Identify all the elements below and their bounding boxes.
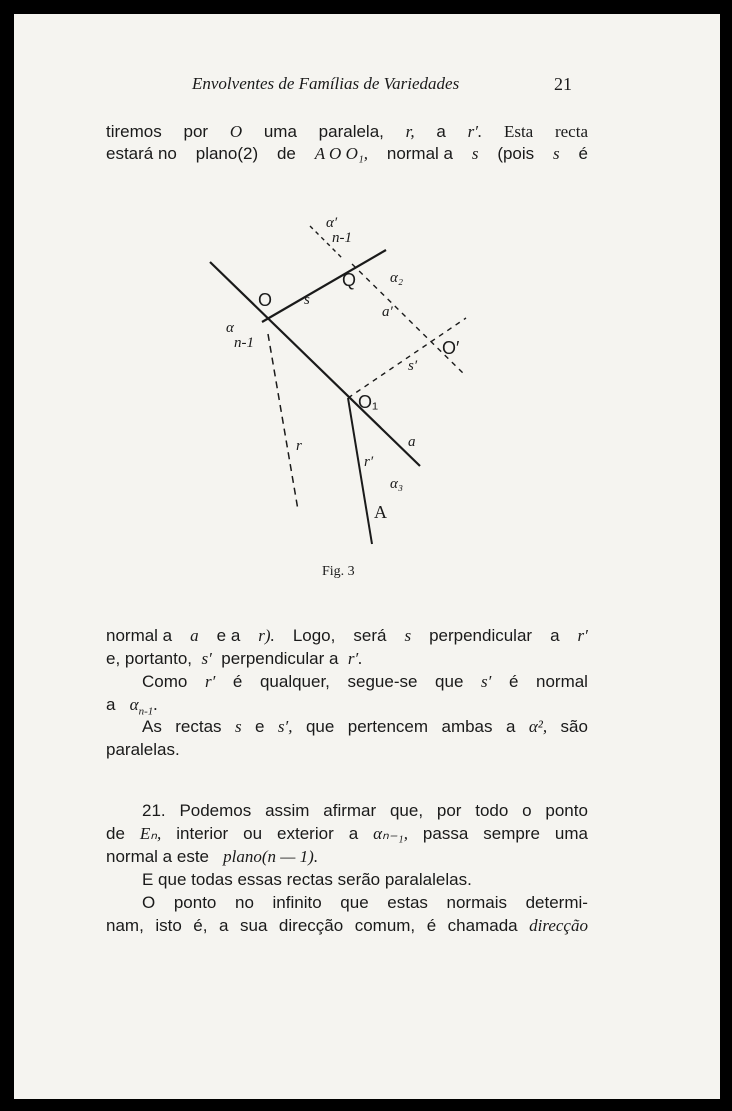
label-O: O [258, 290, 273, 310]
para2-line1: normal a a e a r). Logo, será s perpendicular a r′ [106, 626, 588, 645]
label-alpha-3: α₃ [390, 476, 404, 492]
label-Q: Q [342, 270, 357, 290]
label-n-1-left: n-1 [234, 335, 254, 351]
para3-line2: de Eₙ, interior ou exterior a αₙ₋₁, passa sempre uma [106, 824, 588, 843]
label-alpha-n: α [226, 320, 234, 336]
label-alpha-prime: α′ [326, 215, 338, 231]
line-r [268, 334, 298, 510]
para2-line3: Como r′ é qualquer, segue-se que s′ é normal [142, 672, 588, 691]
running-title: Envolventes de Famílias de Variedades [192, 74, 460, 93]
line-a [210, 262, 420, 466]
label-A: A [374, 502, 387, 522]
para1-line1: tiremos por O uma paralela, r, a r′. Esta recta [106, 122, 588, 141]
figure-caption: Fig. 3 [322, 564, 355, 579]
para2-line2: e, portanto, s′ perpendicular a r′. [106, 649, 363, 668]
para3-line6: nam, isto é, a sua direcção comum, é chamada direcção [106, 916, 588, 935]
para2-line4: a $\alpha_{n-1}$. [106, 695, 158, 718]
label-r-prime: r′ [364, 454, 374, 470]
label-r: r [296, 438, 302, 454]
line-alpha-prime [262, 250, 386, 322]
para3-line5: O ponto no infinito que estas normais determi- [142, 893, 588, 912]
para2-line5: As rectas s e s′, que pertencem ambas a α², são [142, 717, 588, 736]
label-s-prime: s′ [408, 358, 418, 374]
para1-line2: estará no plano(2) de A O O₁, normal a s (pois s é [106, 144, 588, 163]
label-O1: O₁ [358, 392, 379, 412]
label-a-prime: a′ [382, 304, 393, 320]
para3-line1: 21. Podemos assim afirmar que, por todo o ponto [142, 801, 588, 820]
para3-line4: E que todas essas rectas serão paralalelas. [142, 870, 472, 889]
label-a: a [408, 434, 416, 450]
para3-line3: normal a este plano(n — 1). [106, 847, 319, 866]
para2-line6: paralelas. [106, 740, 180, 759]
label-O-prime: O′ [442, 338, 460, 358]
page-number: 21 [554, 74, 572, 94]
label-alpha-2: α₂ [390, 270, 404, 286]
label-s: s [304, 292, 310, 308]
geometric-figure [14, 14, 720, 1099]
line-r-prime [348, 398, 372, 544]
label-n-1-top: n-1 [332, 230, 352, 246]
book-page [14, 14, 720, 1099]
